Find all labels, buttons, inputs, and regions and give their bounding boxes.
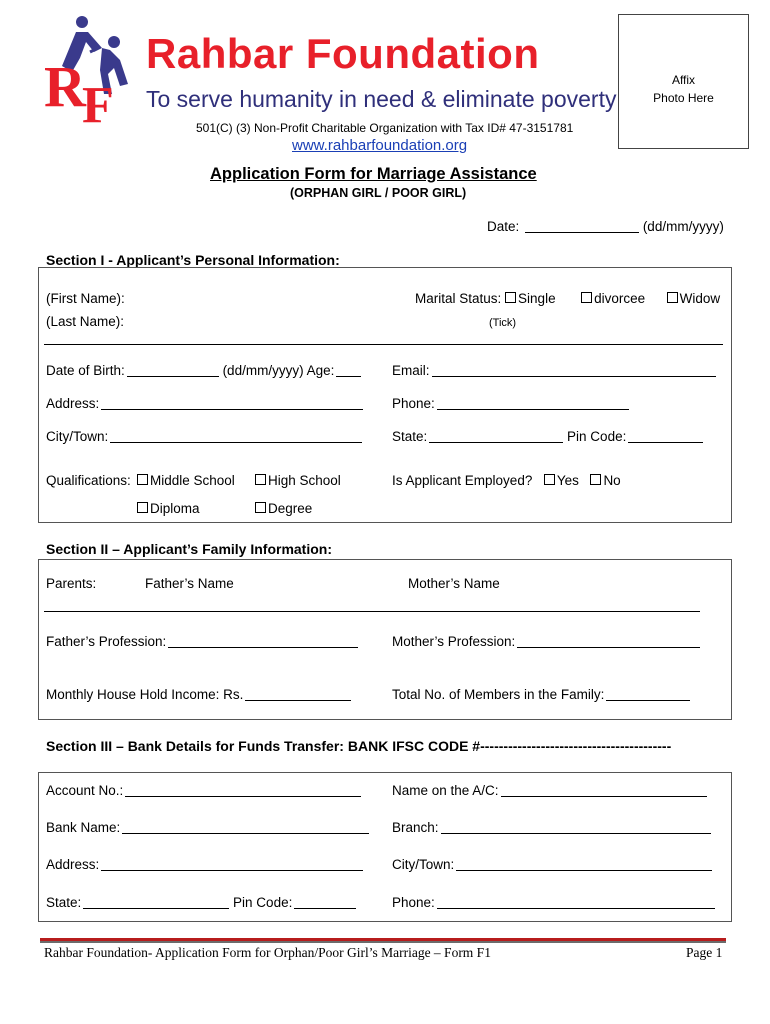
email-label: Email:	[392, 363, 430, 378]
date-field[interactable]	[487, 219, 724, 234]
bank-state-label: State:	[46, 895, 82, 910]
bank-phone-label: Phone:	[392, 895, 435, 910]
bank-address-label: Address:	[46, 857, 100, 872]
employed-label: Is Applicant Employed?	[392, 473, 533, 488]
foundation-logo	[42, 14, 134, 126]
svg-text:F: F	[82, 77, 114, 126]
photo-box-line-1: Affix	[671, 73, 696, 87]
divorcee-option: divorcee	[594, 291, 646, 306]
diploma-option: Diploma	[150, 501, 200, 516]
employed-no-checkbox[interactable]	[590, 474, 601, 485]
footer-text: Rahbar Foundation- Application Form for Orphan/Poor Girl’s Marriage – Form F1	[44, 945, 491, 960]
section-3-heading-row	[46, 738, 671, 754]
form-title: Application Form for Marriage Assistance	[210, 165, 537, 183]
marital-status-label: Marital Status:	[415, 291, 502, 306]
state-pin-field[interactable]	[392, 429, 703, 444]
bank-city-label: City/Town:	[392, 857, 455, 872]
org-tagline: To serve humanity in need & eliminate poverty	[146, 86, 617, 112]
name-on-account-field[interactable]	[392, 783, 707, 798]
degree-checkbox[interactable]	[255, 502, 266, 513]
employed-yes-checkbox[interactable]	[544, 474, 555, 485]
widow-checkbox[interactable]	[667, 292, 678, 303]
svg-text:R: R	[44, 54, 86, 119]
parents-underline	[44, 611, 700, 612]
qual-middle-school[interactable]	[137, 473, 235, 488]
city-field[interactable]	[46, 429, 362, 444]
bank-city-field[interactable]	[392, 857, 712, 872]
ifsc-code-field[interactable]: BANK IFSC CODE #-----------------------------------------	[347, 738, 672, 754]
section-1-heading: Section I - Applicant’s Personal Information:	[46, 252, 340, 268]
footer-rule	[40, 938, 726, 943]
account-number-field[interactable]	[46, 783, 361, 798]
date-label: Date:	[487, 219, 520, 234]
qual-diploma[interactable]	[137, 501, 200, 516]
middle-school-option: Middle School	[150, 473, 235, 488]
first-name-label[interactable]: (First Name):	[46, 291, 125, 306]
widow-option: Widow	[679, 291, 721, 306]
members-label: Total No. of Members in the Family:	[392, 687, 605, 702]
father-name-label[interactable]: Father’s Name	[145, 576, 234, 591]
last-name-label[interactable]: (Last Name):	[46, 314, 125, 329]
income-field[interactable]	[46, 687, 351, 702]
page-number: Page 1	[686, 945, 723, 960]
address-field[interactable]	[46, 396, 363, 411]
single-checkbox[interactable]	[505, 292, 516, 303]
members-field[interactable]	[392, 687, 690, 702]
org-name: Rahbar Foundation	[146, 30, 540, 77]
branch-field[interactable]	[392, 820, 711, 835]
bank-address-field[interactable]	[46, 857, 363, 872]
single-option: Single	[518, 291, 556, 306]
bank-state-pin-field[interactable]	[46, 895, 356, 910]
section-3-heading: Section III – Bank Details for Funds Transfer:	[46, 738, 344, 754]
photo-box-line-2: Photo Here	[653, 91, 714, 105]
bank-pin-label: Pin Code:	[233, 895, 293, 910]
pin-label: Pin Code:	[567, 429, 627, 444]
father-profession-field[interactable]	[46, 634, 358, 649]
qualifications-label: Qualifications:	[46, 473, 131, 488]
form-subtitle: (ORPHAN GIRL / POOR GIRL)	[290, 186, 467, 200]
city-label: City/Town:	[46, 429, 109, 444]
degree-option: Degree	[268, 501, 313, 516]
mother-name-label[interactable]: Mother’s Name	[408, 576, 500, 591]
high-school-checkbox[interactable]	[255, 474, 266, 485]
qual-degree[interactable]	[255, 501, 312, 516]
state-label: State:	[392, 429, 428, 444]
bank-name-label: Bank Name:	[46, 820, 121, 835]
dob-format: (dd/mm/yyyy) Age:	[222, 363, 335, 378]
dob-label: Date of Birth:	[46, 363, 125, 378]
dob-field[interactable]	[46, 363, 361, 378]
website-link[interactable]: www.rahbarfoundation.org	[292, 137, 468, 154]
parents-label: Parents:	[46, 576, 97, 591]
diploma-checkbox[interactable]	[137, 502, 148, 513]
phone-field[interactable]	[392, 396, 629, 411]
phone-label: Phone:	[392, 396, 435, 411]
tick-hint: (Tick)	[489, 317, 517, 329]
divorcee-checkbox[interactable]	[581, 292, 592, 303]
photo-box	[618, 14, 749, 149]
mother-profession-label: Mother’s Profession:	[392, 634, 516, 649]
section-1-divider	[44, 344, 723, 345]
income-label: Monthly House Hold Income: Rs.	[46, 687, 244, 702]
branch-label: Branch:	[392, 820, 439, 835]
employed-yes-option: Yes	[556, 473, 579, 488]
tax-id-line: 501(C) (3) Non-Profit Charitable Organization with Tax ID# 47-3151781	[196, 121, 574, 135]
employed-no-option: No	[603, 473, 621, 488]
date-format: (dd/mm/yyyy)	[642, 219, 724, 234]
name-on-account-label: Name on the A/C:	[392, 783, 499, 798]
qual-high-school[interactable]	[255, 473, 341, 488]
account-number-label: Account No.:	[46, 783, 124, 798]
address-label: Address:	[46, 396, 100, 411]
middle-school-checkbox[interactable]	[137, 474, 148, 485]
bank-phone-field[interactable]	[392, 895, 715, 910]
bank-name-field[interactable]	[46, 820, 369, 835]
mother-profession-field[interactable]	[392, 634, 700, 649]
father-profession-label: Father’s Profession:	[46, 634, 167, 649]
high-school-option: High School	[268, 473, 341, 488]
section-2-heading: Section II – Applicant’s Family Information:	[46, 541, 333, 557]
email-field[interactable]	[392, 363, 716, 378]
marital-status	[415, 291, 720, 306]
employed-field	[392, 473, 621, 488]
